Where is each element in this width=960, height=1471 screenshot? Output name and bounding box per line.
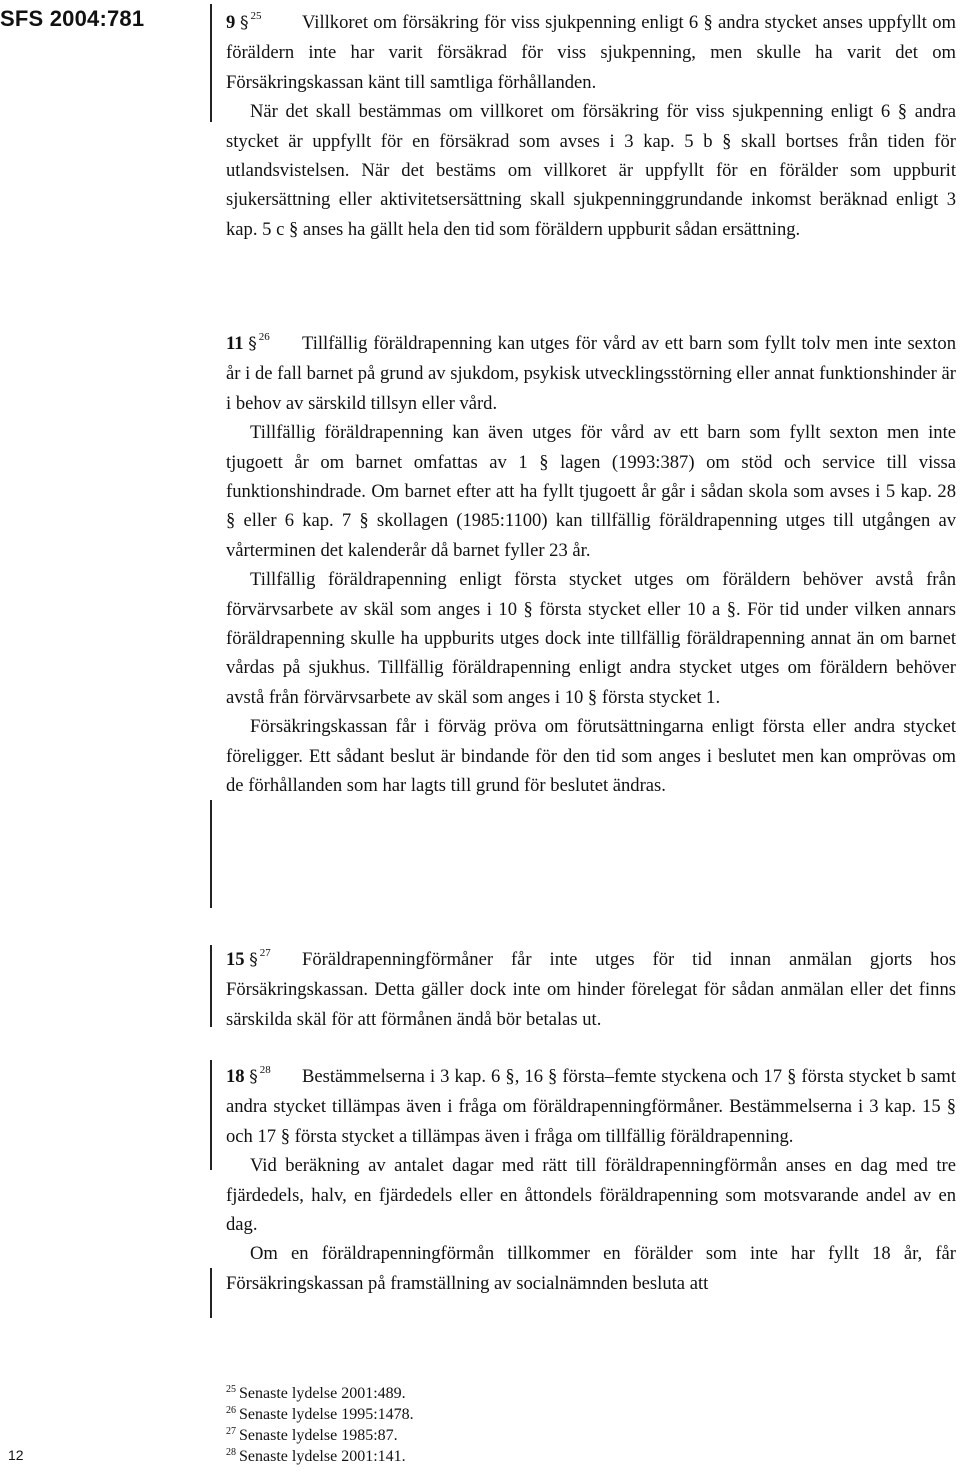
- footnote: $^{28}$ Senaste lydelse 2001:141.: [226, 1447, 406, 1465]
- section-15: [226, 939, 956, 1034]
- paragraph: Bestämmelserna i 3 kap. 6 §, 16 § första–femte styckena och 17 § första stycket b samt andra stycket tillämpas även i fråga om föräldrapenningförmåner. Bestämmelserna i 3 kap. 15 § och 17 § första stycket a tillämpas även i fråga om tillfällig föräldrapenning.: [226, 1066, 956, 1147]
- section-9: [226, 2, 956, 244]
- section-heading: 9 § $^{25}$: [226, 10, 262, 33]
- paragraph: Vid beräkning av antalet dagar med rätt till föräldrapenningförmån anses en dag med tre fjärdedels, halv, en fjärdedels eller en åttondels föräldrapenning som motsvarande andel av en dag.: [226, 1155, 956, 1236]
- section-heading: 18 § $^{28}$: [226, 1064, 271, 1087]
- paragraph: Försäkringskassan får i förväg pröva om förutsättningarna enligt första eller andra stycket föreligger. Ett sådant beslut är bindande för den tid som anges i beslutet men kan omprövas om de förhållanden som har lagts till grund för beslutet ändras.: [226, 716, 956, 797]
- footnotes: [226, 1381, 414, 1465]
- page-number: 12: [8, 1447, 24, 1463]
- change-bar: [210, 945, 212, 1027]
- paragraph: Villkoret om försäkring för viss sjukpenning enligt 6 § andra stycket anses uppfyllt om föräldern inte har varit försäkrad för viss sjukpenning, men skulle ha varit det om Försäkringskassan känt till samtliga förhållanden.: [226, 12, 956, 93]
- section-18: [226, 1056, 956, 1298]
- footnote: $^{25}$ Senaste lydelse 2001:489.: [226, 1384, 406, 1402]
- change-bar: [210, 4, 212, 122]
- change-bar: [210, 1268, 212, 1318]
- footnote: $^{27}$ Senaste lydelse 1985:87.: [226, 1426, 398, 1444]
- section-heading: 15 § $^{27}$: [226, 947, 271, 970]
- footnote: $^{26}$ Senaste lydelse 1995:1478.: [226, 1405, 414, 1423]
- paragraph: Tillfällig föräldrapenning kan även utges för vård av ett barn som fyllt sexton men inte tjugoett år om barnet omfattas av 1 § lagen (1993:387) om stöd och service till vissa funktionshindrade. Om barnet efter att ha fyllt tjugoett år går i sådan skola som avses i 5 kap. 28 § eller 6 kap. 7 § skollagen (1985:1100) kan tillfällig föräldrapenning utges till utgången av vårterminen det kalenderår då barnet fyller 23 år.: [226, 422, 956, 561]
- section-heading: 11 § $^{26}$: [226, 331, 270, 354]
- paragraph: Om en föräldrapenningförmån tillkommer en förälder som inte har fyllt 18 år, får Försäkringskassan på framställning av socialnämnden besluta att: [226, 1243, 956, 1294]
- change-bar: [210, 800, 212, 908]
- section-11: [226, 323, 956, 801]
- paragraph: När det skall bestämmas om villkoret om försäkring för viss sjukpenning enligt 6 § andra stycket är uppfyllt för en försäkrad som avses i 3 kap. 5 b § skall bortses från tiden för utlandsvistelsen. När det bestäms om villkoret är uppfyllt för en förälder som uppburit sjukersättning eller aktivitetsersättning skall sjukpenninggrundande inkomst beräknad enligt 3 kap. 5 c § anses ha gällt hela den tid som föräldern uppburit sådan ersättning.: [226, 101, 956, 240]
- paragraph: Föräldrapenningförmåner får inte utges för tid innan anmälan gjorts hos Försäkringskassan. Detta gäller dock inte om hinder förelegat för sådan anmälan eller det finns särskilda skäl för att förmånen ändå bör betalas ut.: [226, 949, 956, 1030]
- sfs-number: SFS 2004:781: [0, 6, 145, 31]
- paragraph: Tillfällig föräldrapenning enligt första stycket utges om föräldern behöver avstå från förvärvsarbete av skäl som anges i 10 § första stycket eller 10 a §. För tid under vilken annars föräldrapenning skulle ha uppburits utges dock inte tillfällig föräldrapenning annat än om barnet vårdas på sjukhus. Tillfällig föräldrapenning enligt andra stycket utges om föräldern behöver avstå från förvärvsarbete av skäl som anges i 10 § första stycket 1.: [226, 569, 956, 708]
- change-bar: [210, 1060, 212, 1170]
- paragraph: Tillfällig föräldrapenning kan utges för vård av ett barn som fyllt tolv men inte sexton år i de fall barnet på grund av sjukdom, psykisk utvecklingsstörning eller annat funktionshinder är i behov av särskild tillsyn eller vård.: [226, 333, 956, 414]
